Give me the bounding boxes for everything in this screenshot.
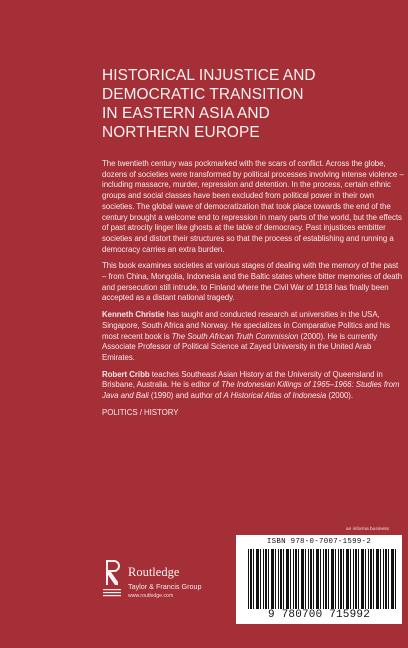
publisher-website: www.routledge.com bbox=[128, 593, 174, 599]
title-line: NORTHERN EUROPE bbox=[102, 124, 260, 141]
blurb-paragraph-1: The twentieth century was pockmarked with the scars of conflict. Across the globe, dozens of societies were transformed by political processes involving intense violence – including massacre, murder, repression and detention. In the process, certain ethnic groups and social classes have been excluded from political power in their own societies. The global wave of democratization that took place towards the end of the century brought a welcome end to repression in many parts of the world, but the effects of past atrocity linger like ghosts at the table of democracy. Past injustices embitter societies and distort their structures so that the process of establishing and running a democracy carries an extra burden. bbox=[102, 159, 404, 254]
book-title-ref: The Indonesian Killings of 1965–1966: Studies from Java and Bali bbox=[102, 380, 400, 401]
bio-text: (1990) and author of bbox=[148, 391, 224, 401]
author-name: Kenneth Christie bbox=[102, 310, 165, 320]
routledge-logo-icon bbox=[103, 559, 121, 600]
title-line: DEMOCRATIC TRANSITION bbox=[102, 86, 304, 103]
publisher-name: Routledge bbox=[128, 565, 180, 579]
bio-text: (2000). bbox=[326, 391, 354, 401]
blurb-paragraph-2: This book examines societies at various stages of dealing with the memory of the past – from China, Mongolia, Indonesia and the Baltic states where bitter memories of death and persecution still intrude, to Finland where the Civil War of 1918 has finally been accepted as a distant national tragedy. bbox=[102, 261, 403, 303]
book-title-ref: The South African Truth Commission bbox=[171, 331, 299, 341]
isbn-text: ISBN 978-0-7007-1599-2 bbox=[266, 538, 372, 546]
bio-text: has taught and conducted research at universities in the USA, Singapore, South Africa and Norway. He specializes in Comparative Politics and his most recent book is bbox=[102, 310, 390, 341]
author-name: Robert Cribb bbox=[102, 369, 150, 379]
author-bio-cribb bbox=[102, 370, 404, 402]
subject-category: POLITICS / HISTORY bbox=[102, 407, 179, 417]
title-line: IN EASTERN ASIA AND bbox=[102, 105, 270, 122]
bio-text: teaches Southeast Asian History at the University of Queensland in Brisbane, Australia. He is editor of bbox=[102, 369, 383, 390]
back-cover-text bbox=[102, 159, 404, 424]
book-title-ref: A Historical Atlas of Indonesia bbox=[223, 391, 327, 401]
bio-text: (2000). He is currently Associate Professor of Political Science at Zayed University in the United Arab Emirates. bbox=[102, 331, 378, 362]
author-bio-christie bbox=[102, 310, 404, 364]
book-title bbox=[102, 66, 392, 142]
publisher-group: Taylor & Francis Group bbox=[128, 582, 202, 591]
barcode-digits: 9 780700 715992 bbox=[267, 609, 371, 621]
barcode-panel bbox=[236, 535, 402, 624]
barcode-bars bbox=[248, 549, 396, 609]
informa-tagline: an informa business bbox=[346, 527, 389, 532]
title-line: HISTORICAL INJUSTICE AND bbox=[102, 67, 316, 84]
